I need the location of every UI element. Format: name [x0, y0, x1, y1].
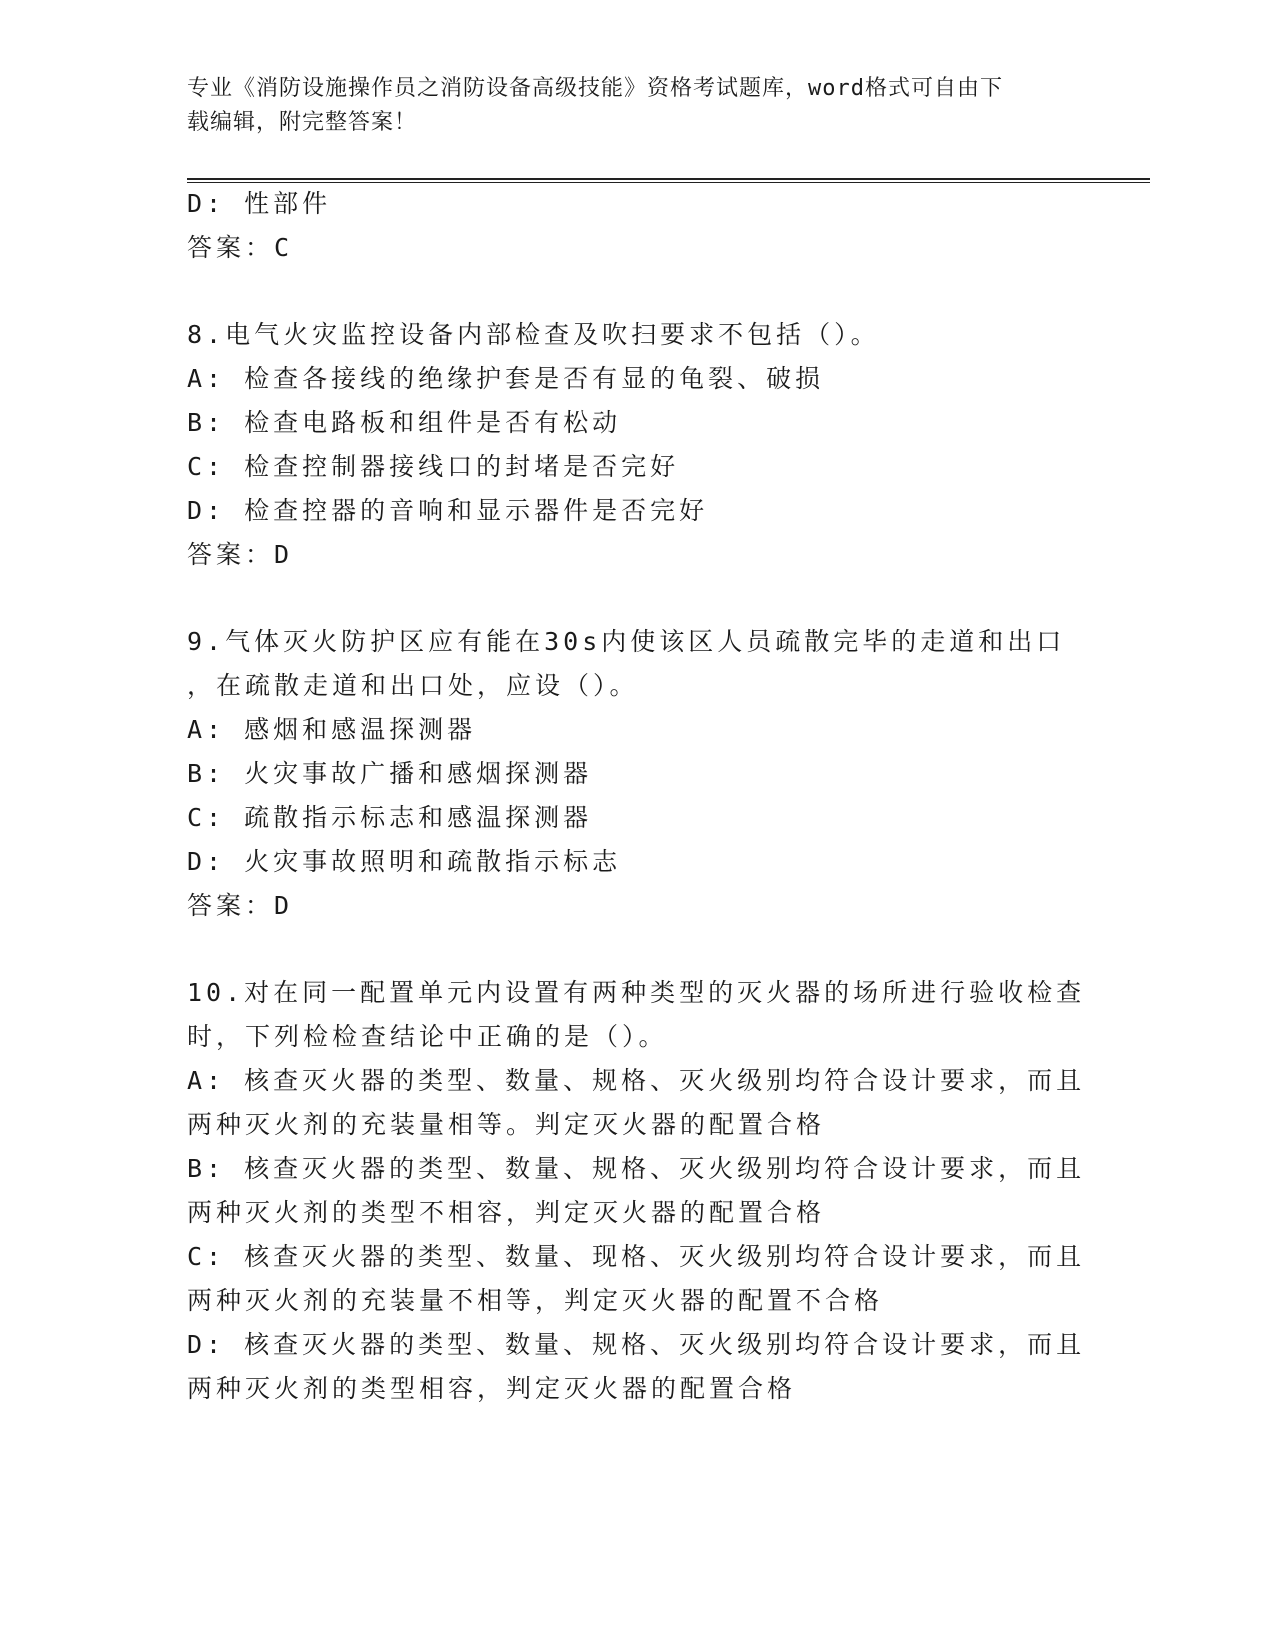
q8-option-c: C: 检查控制器接线口的封堵是否完好	[187, 452, 680, 481]
q10-option-d-line-1: D: 核查灭火器的类型、数量、规格、灭火级别均符合设计要求，而且	[187, 1330, 1086, 1359]
q10-option-b-line-2: 两种灭火剂的类型不相容，判定灭火器的配置合格	[187, 1198, 826, 1227]
q10-option-b-line-1: B: 核查灭火器的类型、数量、规格、灭火级别均符合设计要求，而且	[187, 1154, 1086, 1183]
q9-option-d: D: 火灾事故照明和疏散指示标志	[187, 847, 622, 876]
q10-option-a-line-1: A: 核查灭火器的类型、数量、规格、灭火级别均符合设计要求，而且	[187, 1066, 1086, 1095]
q10-option-c-line-2: 两种灭火剂的充装量不相等，判定灭火器的配置不合格	[187, 1286, 884, 1315]
prev-answer: 答案：C	[187, 233, 294, 262]
q10-option-d-line-2: 两种灭火剂的类型相容，判定灭火器的配置合格	[187, 1374, 797, 1403]
page-header	[187, 72, 1087, 140]
q8-stem: 8.电气火灾监控设备内部检查及吹扫要求不包括（）。	[187, 320, 880, 349]
q10-stem-line-1: 10.对在同一配置单元内设置有两种类型的灭火器的场所进行验收检查	[187, 978, 1086, 1007]
q10-option-c-line-1: C: 核查灭火器的类型、数量、现格、灭火级别均符合设计要求，而且	[187, 1242, 1086, 1271]
q9-stem-line-1: 9.气体灭火防护区应有能在30s内使该区人员疏散完毕的走道和出口	[187, 627, 1066, 656]
prev-option-d: D: 性部件	[187, 189, 332, 218]
q8-option-b: B: 检查电路板和组件是否有松动	[187, 408, 622, 437]
header-line-1: 专业《消防设施操作员之消防设备高级技能》资格考试题库，word格式可自由下	[187, 76, 1003, 101]
q9-stem-line-2: ，在疏散走道和出口处，应设（）。	[187, 671, 639, 700]
q10-stem-line-2: 时，下列检检查结论中正确的是（）。	[187, 1022, 668, 1051]
q9-option-c: C: 疏散指示标志和感温探测器	[187, 803, 593, 832]
q9-option-b: B: 火灾事故广播和感烟探测器	[187, 759, 593, 788]
header-line-2: 载编辑，附完整答案！	[187, 110, 418, 135]
q9-option-a: A: 感烟和感温探测器	[187, 715, 477, 744]
q8-answer: 答案：D	[187, 540, 294, 569]
q8-option-d: D: 检查控器的音响和显示器件是否完好	[187, 496, 709, 525]
q8-option-a: A: 检查各接线的绝缘护套是否有显的龟裂、破损	[187, 364, 825, 393]
header-divider	[187, 178, 1150, 183]
q9-answer: 答案：D	[187, 891, 294, 920]
q10-option-a-line-2: 两种灭火剂的充装量相等。判定灭火器的配置合格	[187, 1110, 826, 1139]
